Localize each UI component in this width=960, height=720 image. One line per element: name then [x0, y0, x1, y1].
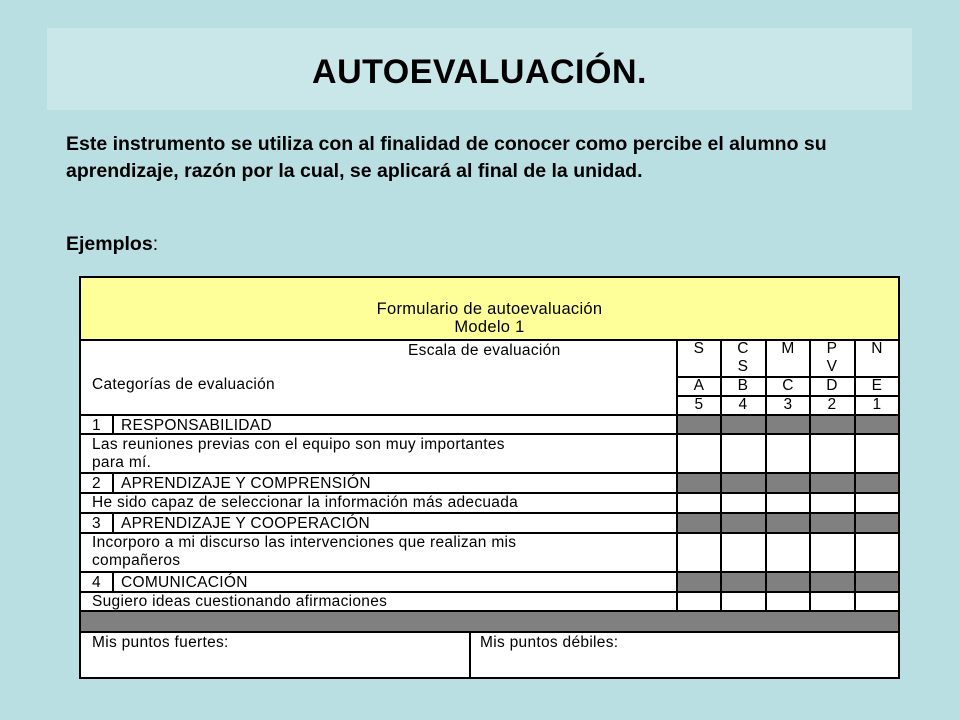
grid-line: [81, 631, 898, 633]
categories-label: Categorías de evaluación: [92, 376, 275, 393]
strengths-label: Mis puntos fuertes:: [92, 634, 229, 651]
gray-row-section-4: [677, 572, 898, 591]
scale-code: S: [693, 340, 705, 357]
grid-line: [81, 433, 898, 435]
grid-line: [81, 571, 898, 573]
grid-line: [677, 395, 898, 397]
grid-line: [81, 414, 898, 416]
section-number: 2: [92, 475, 101, 492]
section-number: 1: [92, 417, 101, 434]
grid-line: [112, 571, 114, 591]
grid-line: [112, 414, 114, 434]
section-name: APRENDIZAJE Y COMPRENSIÓN: [121, 475, 371, 492]
grid-line: [81, 532, 898, 534]
gray-separator-row: [81, 611, 898, 631]
scale-letter: D: [826, 377, 838, 394]
item-text-continued: para mí.: [92, 454, 152, 471]
scale-code: N: [871, 340, 883, 357]
examples-label: Ejemplos: [66, 233, 153, 255]
grid-line: [677, 376, 898, 378]
examples-label-container: [66, 233, 158, 256]
scale-value: 2: [827, 396, 837, 413]
grid-line: [112, 512, 114, 532]
grid-line: [81, 492, 898, 494]
grid-line: [112, 472, 114, 492]
weaknesses-label: Mis puntos débiles:: [480, 634, 619, 651]
grid-line: [81, 339, 898, 341]
form-header: [81, 278, 898, 340]
item-text-continued: compañeros: [92, 552, 181, 569]
item-text: He sido capaz de seleccionar la información más adecuada: [92, 494, 519, 511]
grid-line: [469, 631, 471, 677]
section-name: RESPONSABILIDAD: [121, 417, 272, 434]
scale-value: 1: [872, 396, 882, 413]
gray-row-section-1: [677, 415, 898, 434]
section-number: 4: [92, 574, 101, 591]
form-header-model: Modelo 1: [454, 318, 525, 336]
scale-letter: C: [782, 377, 794, 394]
section-name: COMUNICACIÓN: [121, 574, 248, 591]
scale-value: 3: [783, 396, 793, 413]
examples-colon: :: [152, 233, 159, 255]
grid-line: [81, 472, 898, 474]
intro-paragraph: Este instrumento se utiliza con al finalidad de conocer como percibe el alumno su aprendizaje, razón por la cual, se aplicará al final de la unidad.: [66, 133, 827, 182]
gray-row-section-2: [677, 473, 898, 492]
scale-value: 4: [738, 396, 748, 413]
grid-line: [81, 591, 898, 593]
scale-label: Escala de evaluación: [408, 342, 561, 359]
item-text: Incorporo a mi discurso las intervenciones que realizan mis: [92, 534, 517, 551]
title-bar: [47, 28, 912, 110]
scale-letter: A: [693, 377, 705, 394]
scale-letter: B: [737, 377, 749, 394]
gray-row-section-3: [677, 513, 898, 532]
grid-line: [81, 512, 898, 514]
page-title: AUTOEVALUACIÓN.: [312, 52, 647, 91]
item-text: Sugiero ideas cuestionando afirmaciones: [92, 593, 388, 610]
scale-code: C: [737, 340, 749, 357]
section-name: APRENDIZAJE Y COOPERACIÓN: [121, 515, 370, 532]
scale-value: 5: [694, 396, 704, 413]
section-number: 3: [92, 515, 101, 532]
scale-code: P: [826, 340, 838, 357]
grid-line: [720, 339, 722, 611]
grid-line: [765, 339, 767, 611]
grid-line: [676, 339, 678, 611]
grid-line: [81, 610, 898, 612]
scale-letter: E: [871, 377, 883, 394]
self-evaluation-form: [79, 276, 900, 679]
item-text: Las reuniones previas con el equipo son muy importantes: [92, 436, 505, 453]
form-header-title: Formulario de autoevaluación: [376, 300, 603, 318]
grid-line: [854, 339, 856, 611]
grid-line: [809, 339, 811, 611]
scale-code-second-line: S: [737, 358, 749, 375]
scale-code: M: [781, 340, 795, 357]
scale-code-second-line: V: [826, 358, 838, 375]
